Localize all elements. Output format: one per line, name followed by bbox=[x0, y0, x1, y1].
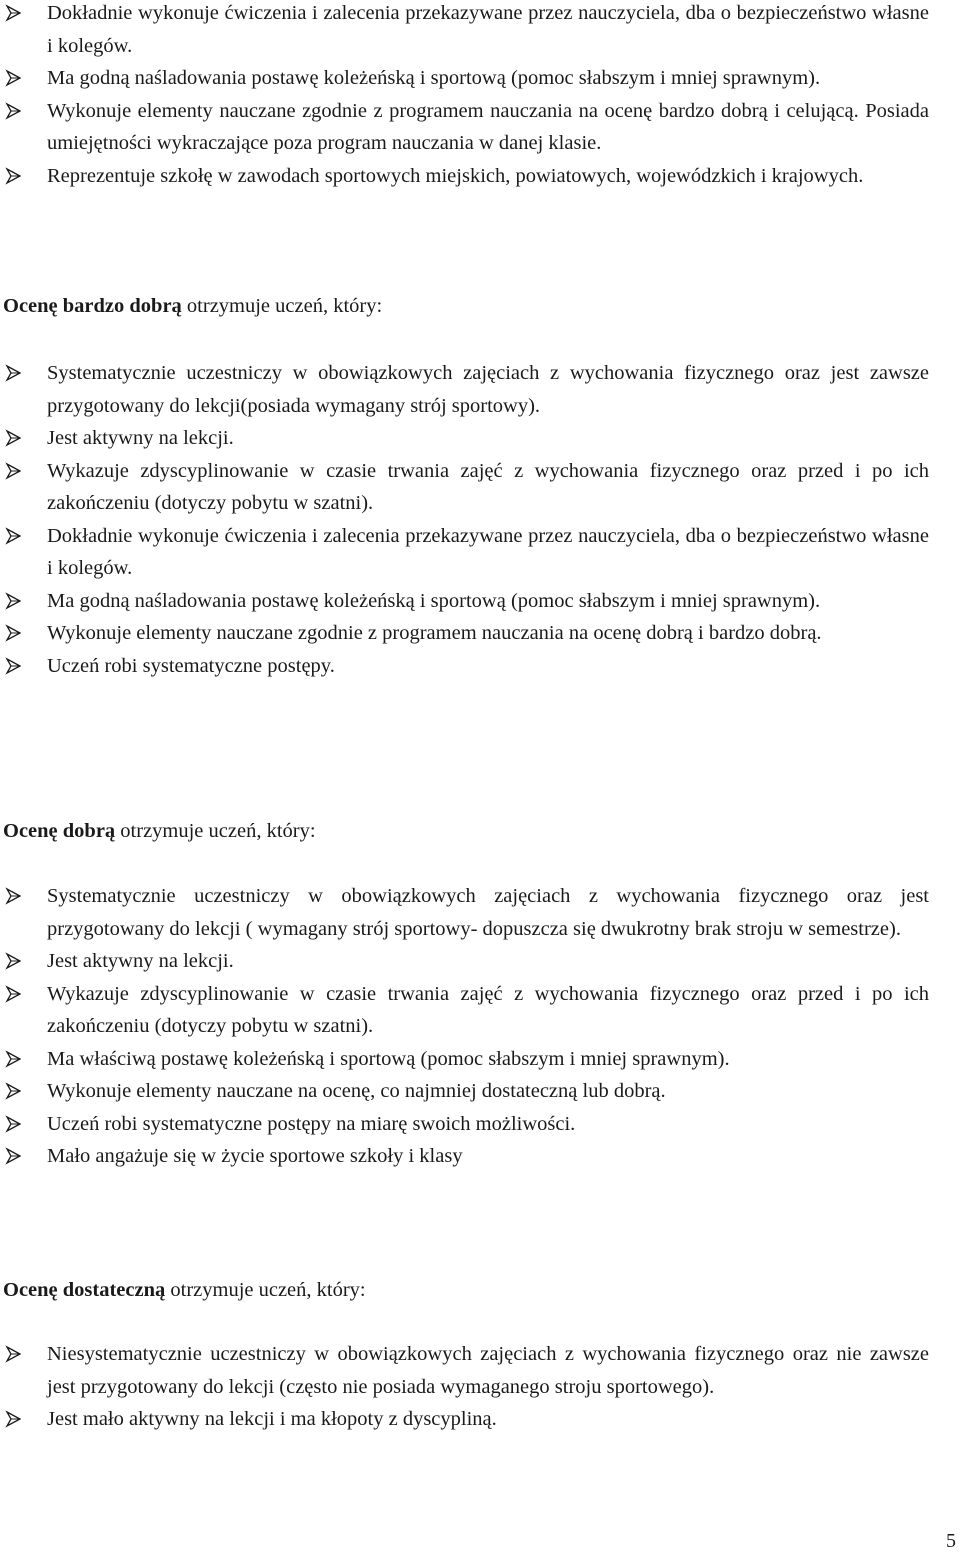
arrowhead-bullet-icon bbox=[3, 62, 27, 94]
list-item-text: Reprezentuje szkołę w zawodach sportowych miejskich, powiatowych, wojewódzkich i krajowych. bbox=[47, 164, 864, 187]
arrowhead-bullet-icon bbox=[3, 945, 27, 977]
arrowhead-bullet-icon bbox=[3, 455, 27, 487]
list-item bbox=[0, 650, 929, 683]
grade-heading-rest: otrzymuje uczeń, który: bbox=[165, 1279, 366, 1301]
grade-heading-bold: Ocenę dostateczną bbox=[3, 1279, 166, 1301]
list-item bbox=[0, 1403, 929, 1436]
arrowhead-bullet-icon bbox=[3, 650, 27, 682]
list-item-text: Dokładnie wykonuje ćwiczenia i zalecenia przekazywane przez nauczyciela, dba o bezpieczeństwo własne i kolegów. bbox=[47, 2, 929, 57]
list-item-text: Ma godną naśladowania postawę koleżeńską i sportową (pomoc słabszym i mniej sprawnym). bbox=[47, 67, 821, 89]
arrowhead-bullet-icon bbox=[3, 160, 27, 192]
grade-heading-bold: Ocenę dobrą bbox=[3, 820, 116, 842]
list-item-text: Jest mało aktywny na lekcji i ma kłopoty z dyscypliną. bbox=[47, 1408, 497, 1430]
arrowhead-bullet-icon bbox=[3, 978, 27, 1010]
list-item bbox=[0, 0, 929, 62]
criteria-list-dobra bbox=[0, 880, 929, 1173]
grade-heading-dostateczna bbox=[0, 1274, 366, 1307]
arrowhead-bullet-icon bbox=[3, 1043, 27, 1075]
list-item-text: Jest aktywny na lekcji. bbox=[47, 950, 234, 972]
list-item-text: Jest aktywny na lekcji. bbox=[47, 427, 234, 449]
list-item bbox=[0, 1075, 929, 1108]
list-item bbox=[0, 422, 929, 455]
list-item bbox=[0, 1338, 929, 1403]
grade-heading-rest: otrzymuje uczeń, który: bbox=[181, 295, 383, 317]
list-item-text: Systematycznie uczestniczy w obowiązkowych zajęciach z wychowania fizycznego oraz jest zawsze przygotowany do lekcji(posiada wymagany strój sportowy). bbox=[47, 362, 929, 417]
grade-heading-bold: Ocenę bardzo dobrą bbox=[3, 295, 182, 317]
arrowhead-bullet-icon bbox=[3, 1075, 27, 1107]
arrowhead-bullet-icon bbox=[3, 585, 27, 617]
grade-heading-rest: otrzymuje uczeń, który: bbox=[115, 820, 316, 842]
arrowhead-bullet-icon bbox=[3, 520, 27, 552]
list-item-text: Niesystematycznie uczestniczy w obowiązkowych zajęciach z wychowania fizycznego oraz nie zawsze jest przygotowany do lekcji (często nie posiada wymaganego stroju sportowego). bbox=[47, 1343, 929, 1398]
list-item bbox=[0, 160, 929, 193]
list-item bbox=[0, 1043, 929, 1076]
arrowhead-bullet-icon bbox=[3, 1108, 27, 1140]
list-item bbox=[0, 1108, 929, 1141]
list-item bbox=[0, 617, 929, 650]
list-item-text: Uczeń robi systematyczne postępy. bbox=[47, 654, 335, 677]
arrowhead-bullet-icon bbox=[3, 357, 27, 389]
arrowhead-bullet-icon bbox=[3, 0, 27, 29]
list-item bbox=[0, 880, 929, 945]
page-number: 5 bbox=[946, 1530, 956, 1552]
list-item bbox=[0, 520, 929, 585]
arrowhead-bullet-icon bbox=[3, 880, 27, 912]
list-item-text: Wykonuje elementy nauczane na ocenę, co najmniej dostateczną lub dobrą. bbox=[47, 1080, 666, 1102]
list-item-text: Wykonuje elementy nauczane zgodnie z programem nauczania na ocenę bardzo dobrą i celującą. Posiada umiejętności wykraczające poza program nauczania w danej klasie. bbox=[47, 99, 929, 154]
list-item bbox=[0, 62, 929, 95]
grade-heading-bardzo-dobra bbox=[0, 290, 382, 323]
arrowhead-bullet-icon bbox=[3, 1140, 27, 1172]
list-item-text: Systematycznie uczestniczy w obowiązkowych zajęciach z wychowania fizycznego oraz jest przygotowany do lekcji ( wymagany strój sportowy- dopuszcza się dwukrotny brak stroju w semestrze). bbox=[47, 885, 929, 940]
grade-heading-dobra bbox=[0, 815, 316, 848]
arrowhead-bullet-icon bbox=[3, 617, 27, 649]
list-item-text: Ma godną naśladowania postawę koleżeńską i sportową (pomoc słabszym i mniej sprawnym). bbox=[47, 589, 821, 612]
list-item bbox=[0, 945, 929, 978]
list-item bbox=[0, 455, 929, 520]
arrowhead-bullet-icon bbox=[3, 95, 27, 127]
list-item-text: Mało angażuje się w życie sportowe szkoły i klasy bbox=[47, 1145, 463, 1167]
list-item bbox=[0, 978, 929, 1043]
list-item bbox=[0, 357, 929, 422]
list-item bbox=[0, 95, 929, 160]
list-item-text: Wykazuje zdyscyplinowanie w czasie trwania zajęć z wychowania fizycznego oraz przed i po ich zakończeniu (dotyczy pobytu w szatni). bbox=[47, 459, 929, 514]
arrowhead-bullet-icon bbox=[3, 1403, 27, 1435]
criteria-list-top bbox=[0, 0, 929, 192]
list-item-text: Dokładnie wykonuje ćwiczenia i zalecenia przekazywane przez nauczyciela, dba o bezpieczeństwo własne i kolegów. bbox=[47, 524, 929, 579]
list-item-text: Wykonuje elementy nauczane zgodnie z programem nauczania na ocenę dobrą i bardzo dobrą. bbox=[47, 622, 822, 644]
list-item-text: Uczeń robi systematyczne postępy na miarę swoich możliwości. bbox=[47, 1112, 576, 1135]
list-item-text: Ma właściwą postawę koleżeńską i sportową (pomoc słabszym i mniej sprawnym). bbox=[47, 1047, 730, 1070]
list-item bbox=[0, 1140, 929, 1173]
criteria-list-dostateczna bbox=[0, 1338, 929, 1436]
list-item-text: Wykazuje zdyscyplinowanie w czasie trwania zajęć z wychowania fizycznego oraz przed i po ich zakończeniu (dotyczy pobytu w szatni). bbox=[47, 982, 929, 1037]
list-item bbox=[0, 585, 929, 618]
criteria-list-bardzo-dobra bbox=[0, 357, 929, 682]
arrowhead-bullet-icon bbox=[3, 422, 27, 454]
arrowhead-bullet-icon bbox=[3, 1338, 27, 1370]
